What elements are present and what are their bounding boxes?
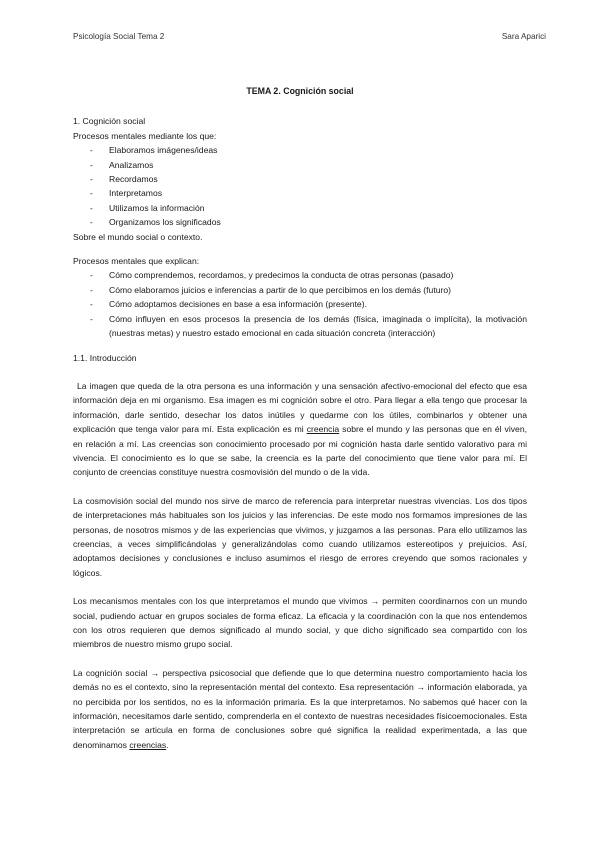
paragraph-3: Los mecanismos mentales con los que interpretamos el mundo que vivimos → permiten coordinarnos con un mundo social, pudiendo actuar en grupos sociales de forma eficaz. La eficacia y la coordinación con la que nos entendemos con los otros requieren que demos significado al mundo social, y que dicho significado sea compartido con los miembros de nuestro mismo grupo social.: [73, 596, 527, 650]
header-course: Psicología Social Tema 2: [73, 32, 165, 41]
document-title: TEMA 2. Cognición social: [246, 86, 354, 96]
paragraph-1: La imagen que queda de la otra persona es una información y una sensación afectivo-emocional del efecto que esa información deja en mi organismo. Esa imagen es mi cognición sobre el otro. Para llegar a ella tengo que procesar la información, darle sentido, desechar los datos inútiles y quedarme con los útiles, combinarlos y obtener una explicación que tenga valor para mí. Esta explicación es mi creencia sobre el mundo y las personas que en él viven, en relación a mí. Las creencias son conocimiento procesado por mi cognición hasta darle sentido valorativo para mi vivencia. El conocimiento es lo que se sabe, la creencia es la parte del conocimiento que tiene valor para mí. El conjunto de creencias constituye nuestra cosmovisión del mundo o de la vida.: [73, 380, 528, 478]
list-item: - Cómo influyen en esos procesos la presencia de los demás (física, imaginada o implícita), la motivación (nuestras metas) y nuestro estado emocional en cada situación concreta (interacción): [73, 312, 527, 341]
term-creencia: creencia: [306, 424, 340, 435]
subsection-heading: 1.1. Introducción: [73, 352, 137, 363]
page-header: [73, 30, 546, 44]
list-item: - Elaboramos imágenes/ideas: [73, 143, 527, 157]
explain-list: [73, 268, 527, 340]
section-intro: Procesos mentales mediante los que:: [73, 130, 217, 141]
list-item: - Recordamos: [73, 172, 527, 186]
section-outro: Sobre el mundo social o contexto.: [73, 231, 203, 242]
list-item: - Organizamos los significados: [73, 215, 527, 229]
list-item: - Cómo comprendemos, recordamos, y predecimos la conducta de otras personas (pasado): [73, 268, 527, 282]
term-creencias: creencias: [129, 739, 167, 750]
explain-intro: Procesos mentales que explican:: [73, 256, 200, 267]
list-item: - Cómo elaboramos juicios e inferencias a partir de lo que percibimos en los demás (futuro): [73, 283, 527, 297]
paragraph-4: La cognición social → perspectiva psicosocial que defiende que lo que determina nuestro comportamiento hacia los demás no es el contexto, sino la representación mental del contexto. Esa representación → información elaborada, ya no percibida por los sentidos, no es la información primaria. Es la que interpretamos. No sabemos qué hacer con la información, necesitamos darle sentido, comprenderla en el contexto de nuestras necesidades físicoemocionales. Esta interpretación se articula en forma de conclusiones sobre qué significa la realidad experimentada, a las que denominamos creencias.: [73, 667, 527, 750]
list-item: - Analizamos: [73, 158, 527, 172]
process-list: [73, 143, 527, 229]
list-item: - Utilizamos la información: [73, 201, 527, 215]
section-heading: 1. Cognición social: [73, 116, 146, 127]
header-author: Sara Aparici: [501, 32, 546, 41]
paragraph-2: La cosmovisión social del mundo nos sirve de marco de referencia para interpretar nuestras vivencias. Los dos tipos de interpretaciones más habituales son los juicios y las inferencias. De este modo nos formamos impresiones de las personas, de nosotros mismos y de las experiencias que vivimos, y juzgamos a las personas. Para ello utilizamos las creencias, a veces simplificándolas y generalizándolas como cuando utilizamos estereotipos y prejuicios. Así, adoptamos decisiones y conclusiones e incluso asumimos el riesgo de errores creyendo que somos racionales y lógicos.: [73, 495, 527, 578]
list-item: - Interpretamos: [73, 186, 527, 200]
list-item: - Cómo adoptamos decisiones en base a esa información (presente).: [73, 297, 527, 311]
document-body: [73, 84, 527, 752]
